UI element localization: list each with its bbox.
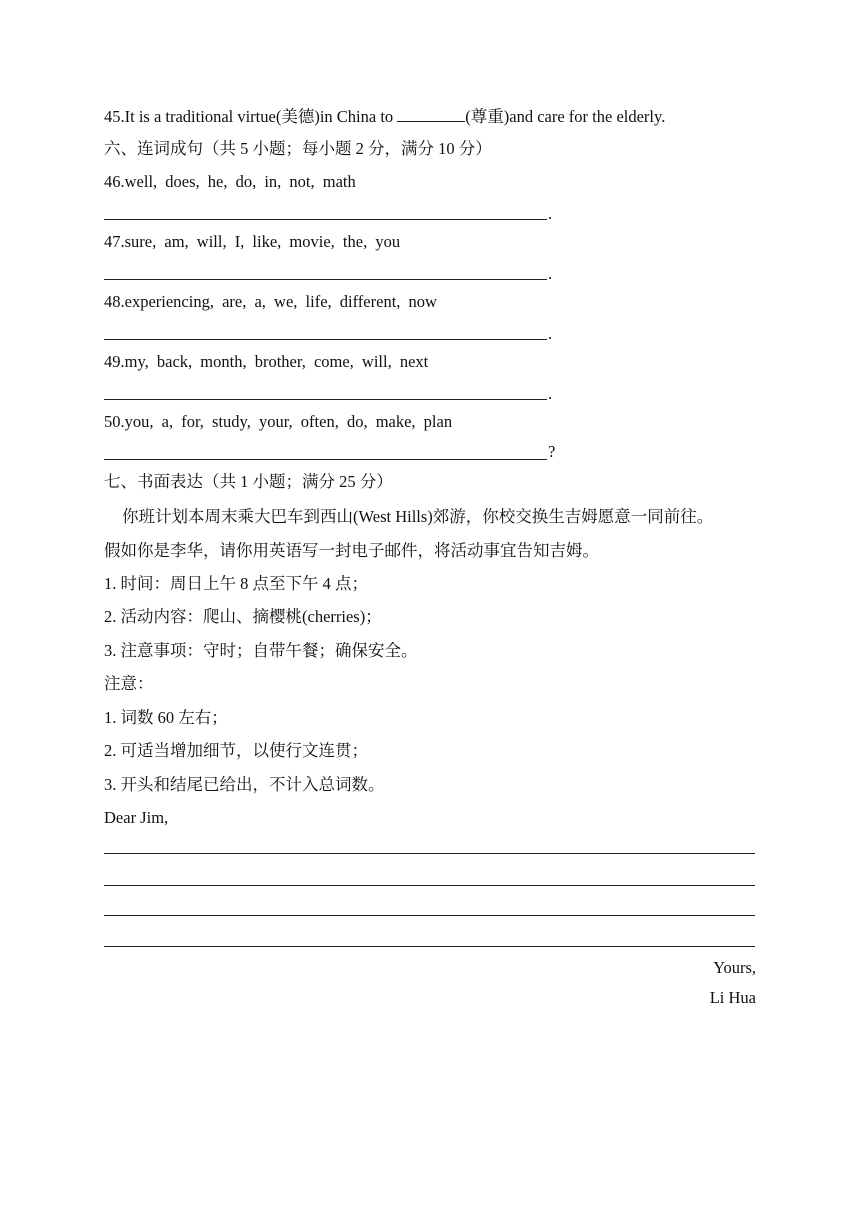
sentence-46-answer-line[interactable] (104, 200, 547, 220)
letter-closing: Yours, (713, 958, 756, 977)
note-3: 3. 开头和结尾已给出，不计入总词数。 (104, 775, 385, 794)
question-45 (104, 106, 665, 127)
question-45-blank[interactable] (397, 106, 465, 122)
sentence-46-end-mark: . (548, 204, 553, 223)
writing-point-1: 1. 时间：周日上午 8 点至下午 4 点； (104, 574, 368, 593)
sentence-49-prompt: 49.my, back, month, brother, come, will, next (104, 352, 429, 371)
writing-line-1[interactable] (104, 853, 755, 854)
sentence-48-prompt: 48.experiencing, are, a, we, life, different, now (104, 292, 437, 311)
question-45-text-before: 45.It is a traditional virtue(美德)in China to (104, 107, 398, 126)
writing-point-2: 2. 活动内容：爬山、摘樱桃(cherries)； (104, 607, 382, 626)
sentence-48-end-mark: . (548, 324, 553, 343)
sentence-48-answer-line[interactable] (104, 320, 547, 340)
writing-point-3: 3. 注意事项：守时；自带午餐；确保安全。 (104, 641, 418, 660)
sentence-49-answer-line[interactable] (104, 380, 547, 400)
letter-signature: Li Hua (709, 988, 756, 1007)
sentence-47-answer-line[interactable] (104, 260, 547, 280)
note-2: 2. 可适当增加细节，以使行文连贯； (104, 741, 368, 760)
sentence-50-end-mark: ? (548, 442, 556, 461)
writing-line-2[interactable] (104, 885, 755, 886)
question-45-text-after: (尊重)and care for the elderly. (465, 107, 666, 126)
sentence-49-end-mark: . (548, 384, 553, 403)
note-1: 1. 词数 60 左右； (104, 708, 228, 727)
writing-intro-1: 你班计划本周末乘大巴车到西山(West Hills)郊游，你校交换生吉姆愿意一同前往。 (122, 507, 714, 526)
notes-label: 注意： (104, 674, 154, 693)
sentence-47-end-mark: . (548, 264, 553, 283)
section-7-heading: 七、书面表达（共 1 小题；满分 25 分） (104, 472, 393, 491)
sentence-46-prompt: 46.well, does, he, do, in, not, math (104, 172, 356, 191)
sentence-50-prompt: 50.you, a, for, study, your, often, do, make, plan (104, 412, 453, 431)
letter-greeting: Dear Jim, (104, 808, 169, 827)
section-6-heading: 六、连词成句（共 5 小题；每小题 2 分，满分 10 分） (104, 139, 492, 158)
writing-line-3[interactable] (104, 915, 755, 916)
sentence-50-answer-line[interactable] (104, 440, 547, 460)
writing-intro-2: 假如你是李华，请你用英语写一封电子邮件，将活动事宜告知吉姆。 (104, 541, 599, 560)
writing-line-4[interactable] (104, 946, 755, 947)
sentence-47-prompt: 47.sure, am, will, I, like, movie, the, you (104, 232, 401, 251)
